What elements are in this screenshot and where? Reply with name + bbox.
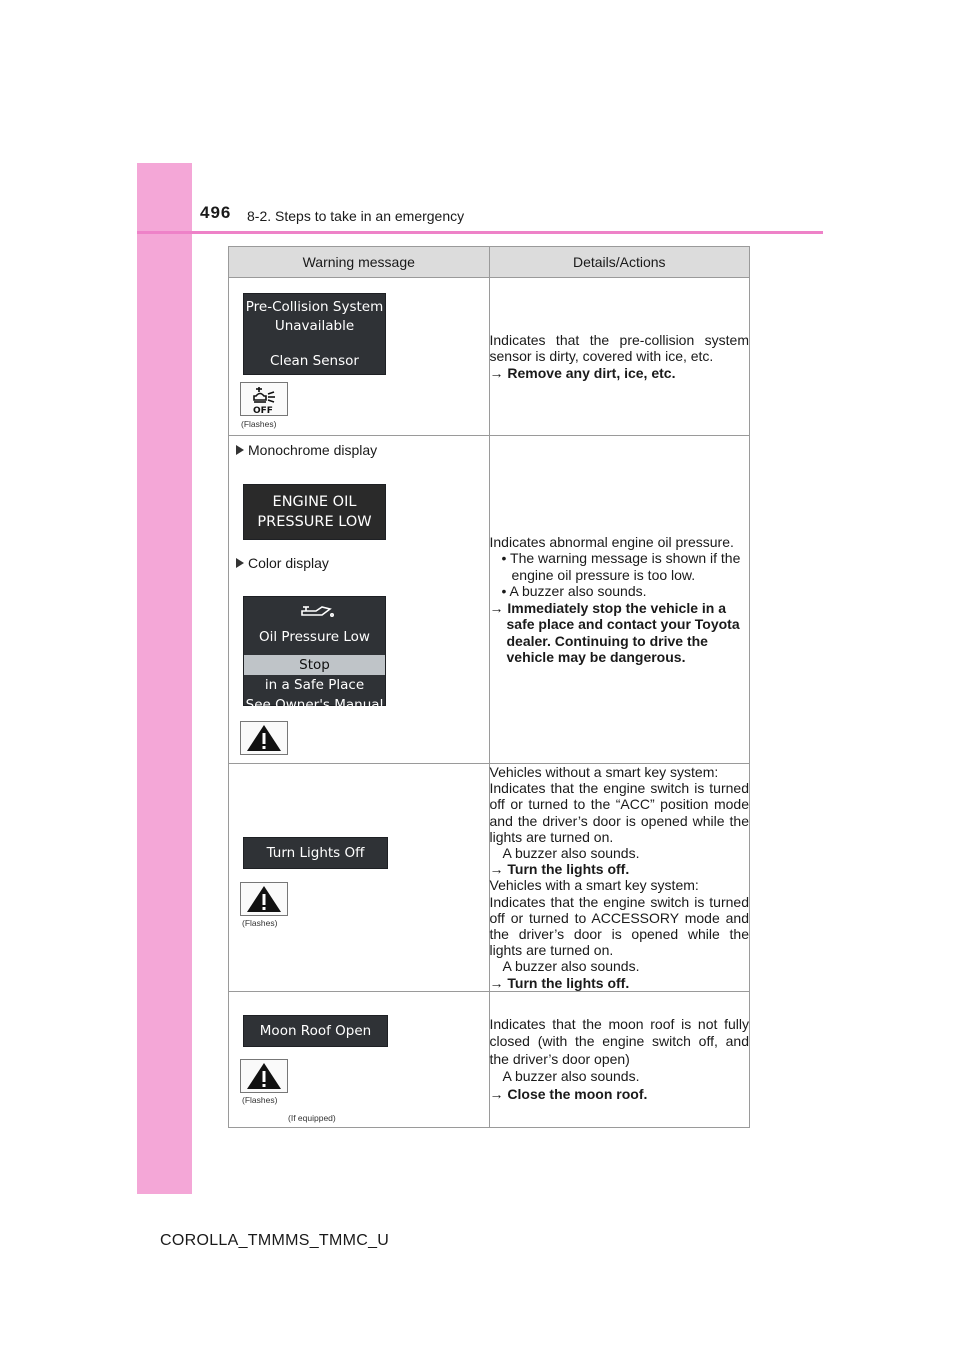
color-display-label [236,555,329,571]
action-label: Turn the lights off. [507,974,630,991]
warning-triangle-icon [240,882,288,916]
action-text [490,1086,750,1104]
header-rule [137,231,823,234]
bullet-text: The warning message is shown if the engine oil pressure is too low. [510,550,741,583]
moon-roof-open-display [243,1015,388,1047]
bullet-text: A buzzer also sounds. [509,583,647,599]
table-header-row [229,247,750,278]
warning-cell [229,278,490,436]
warning-message-table [228,246,750,1128]
triangle-bullet-icon [236,445,244,455]
oil-pressure-color-display [243,596,386,713]
label-text: Color display [248,555,329,571]
action-text [490,975,750,991]
arrow-glyph: → [489,599,504,616]
details-cell [489,436,750,764]
page-number: 496 [200,203,232,222]
display-line: PRESSURE LOW [257,514,372,530]
details-text: Indicates that the engine switch is turned off or turned to the “ACC” position mode and the driver’s door is opened while the lights are turned on. [489,780,749,845]
display-line: Oil Pressure Low [259,629,370,645]
action-text [490,861,750,877]
display-line: Turn Lights Off [266,845,365,861]
table-row [229,278,750,436]
oil-can-icon [296,603,336,621]
action-text [490,600,750,666]
arrow-glyph: → [489,974,504,991]
bullet-item: • The warning message is shown if the engine oil pressure is too low. [501,550,741,583]
details-cell [489,991,750,1127]
details-cell [489,278,750,436]
details-text: Indicates that the engine switch is turned off or turned to ACCESSORY mode and the driver’s door is opened while the lights are turned on. [489,893,749,959]
column-header-details: Details/Actions [489,247,750,278]
details-text: Indicates abnormal engine oil pressure. [489,533,734,550]
action-label: Close the moon roof. [507,1085,648,1102]
bullet-item: • A buzzer also sounds. [501,583,647,599]
action-label: Turn the lights off. [507,861,630,878]
buzzer-text: A buzzer also sounds. [502,958,640,975]
arrow-glyph: → [489,364,504,381]
display-line: See Owner's Manual [245,697,384,713]
warning-cell [229,991,490,1127]
warning-cell [229,436,490,764]
display-line [244,655,385,695]
engine-oil-mono-display [243,484,386,540]
side-tab-band [137,163,192,1194]
display-line: Unavailable [274,318,355,334]
flashes-note: (Flashes) [241,419,277,429]
warning-cell [229,764,490,992]
details-text: Indicates that the pre-collision system sensor is dirty, covered with ice, etc. [489,331,749,365]
details-cell [489,764,750,992]
display-line: ENGINE OIL [272,494,357,510]
pre-collision-off-icon [240,382,288,416]
column-header-warning: Warning message [229,247,490,278]
details-heading: Vehicles without a smart key system: [489,764,719,780]
details-text: Indicates that the moon roof is not fully closed (with the engine switch off, and the driver’s door open) [489,1015,749,1067]
display-line-rest: in a Safe Place [264,677,365,693]
turn-lights-off-display [243,837,388,869]
action-label: Immediately stop the vehicle in a safe place and contact your Toyota dealer. Continuing to drive the vehicle may be dangerous. [506,599,740,665]
monochrome-display-label [236,442,377,458]
action-label: Remove any dirt, ice, etc. [507,364,676,381]
icon-off-label: OFF [253,406,273,415]
buzzer-text: A buzzer also sounds. [502,845,640,862]
section-title: 8-2. Steps to take in an emergency [247,208,465,224]
display-line: Clean Sensor [270,353,359,369]
flashes-note: (Flashes) [242,1094,278,1105]
stop-highlight: Stop [244,655,385,675]
pre-collision-display [243,293,386,375]
display-line: Moon Roof Open [259,1022,372,1039]
action-text [490,365,750,382]
footer-code: COROLLA_TMMMS_TMMC_U [160,1232,390,1249]
warning-triangle-icon [240,1059,288,1093]
triangle-bullet-icon [236,558,244,568]
display-line: Pre-Collision System [245,299,384,315]
buzzer-text: A buzzer also sounds. [502,1068,640,1085]
warning-triangle-icon [240,721,288,755]
arrow-glyph: → [489,861,504,878]
arrow-glyph: → [489,1085,504,1102]
if-equipped-note: (If equipped) [288,1112,336,1123]
table-row [229,436,750,764]
details-heading: Vehicles with a smart key system: [489,877,699,894]
table-row [229,764,750,992]
table-row [229,991,750,1127]
label-text: Monochrome display [248,442,378,458]
flashes-note: (Flashes) [242,918,278,928]
